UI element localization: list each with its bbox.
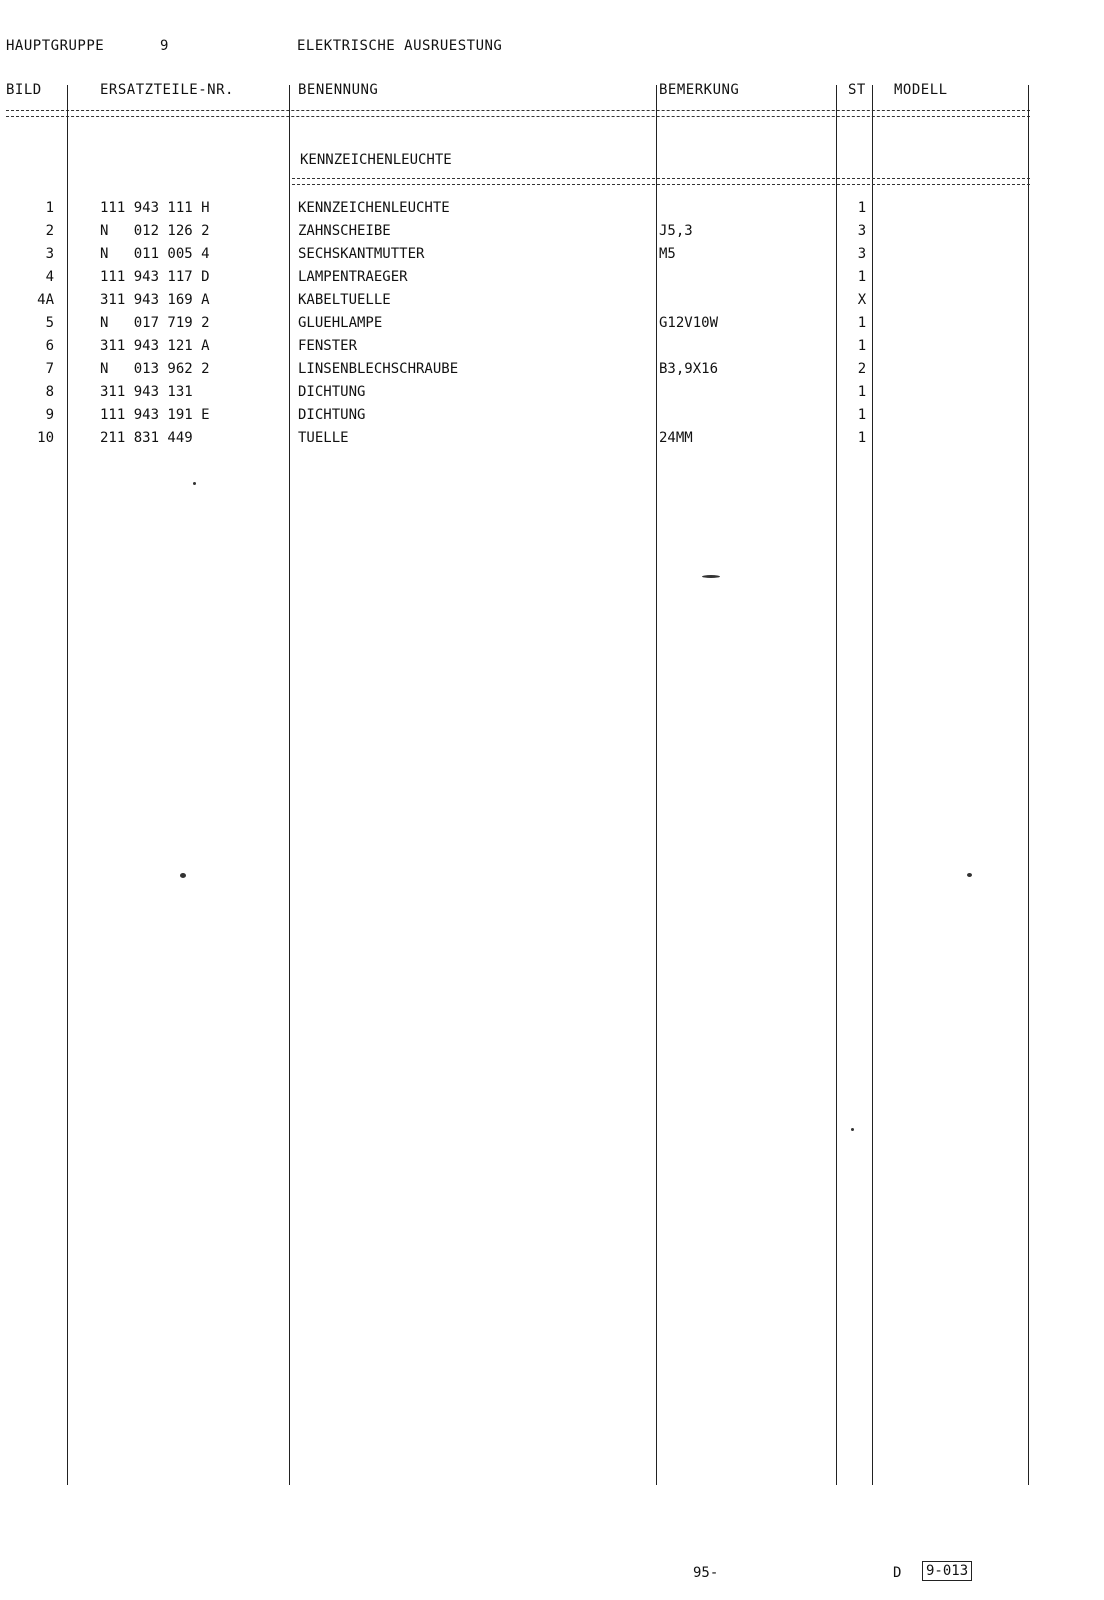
group-title: KENNZEICHENLEUCHTE [300, 152, 452, 168]
group-separator [292, 178, 1030, 185]
language-code: D [893, 1565, 902, 1581]
cell-bemerkung: M5 [659, 246, 676, 262]
cell-part-number: 311 943 169 A [100, 292, 210, 308]
cell-bemerkung: 24MM [659, 430, 693, 446]
cell-bild: 8 [45, 384, 54, 400]
cell-bild: 4 [45, 269, 54, 285]
cell-benennung: FENSTER [298, 338, 358, 354]
table-row [0, 246, 1040, 269]
cell-benennung: KABELTUELLE [298, 292, 391, 308]
scan-speck [702, 575, 720, 578]
table-row [0, 269, 1040, 292]
table-row [0, 223, 1040, 246]
cell-part-number: 111 943 111 H [100, 200, 210, 216]
hauptgruppe-number: 9 [160, 38, 169, 54]
table-row [0, 407, 1040, 430]
table-row [0, 338, 1040, 361]
cell-benennung: TUELLE [298, 430, 349, 446]
cell-quantity: 2 [857, 361, 867, 377]
col-header-st: ST [848, 82, 866, 98]
cell-bild: 7 [45, 361, 54, 377]
scan-speck [193, 482, 196, 485]
table-row [0, 361, 1040, 384]
cell-bild: 4A [37, 292, 54, 308]
cell-quantity: 1 [857, 338, 867, 354]
cell-bild: 2 [45, 223, 54, 239]
cell-quantity: 1 [857, 384, 867, 400]
cell-bild: 10 [37, 430, 54, 446]
cell-benennung: DICHTUNG [298, 407, 366, 423]
cell-benennung: LAMPENTRAEGER [298, 269, 408, 285]
cell-quantity: 3 [857, 223, 867, 239]
cell-quantity: 1 [857, 315, 867, 331]
hauptgruppe-label: HAUPTGRUPPE [6, 38, 105, 54]
cell-bild: 1 [45, 200, 54, 216]
cell-benennung: KENNZEICHENLEUCHTE [298, 200, 450, 216]
cell-benennung: LINSENBLECHSCHRAUBE [298, 361, 459, 377]
cell-benennung: ZAHNSCHEIBE [298, 223, 391, 239]
table-row [0, 384, 1040, 407]
cell-benennung: DICHTUNG [298, 384, 366, 400]
page-reference: 9-013 [922, 1561, 972, 1581]
scan-speck [180, 873, 186, 878]
cell-benennung: GLUEHLAMPE [298, 315, 383, 331]
cell-part-number: 111 943 117 D [100, 269, 210, 285]
col-header-modell: MODELL [894, 82, 948, 98]
table-row [0, 292, 1040, 315]
cell-quantity: X [857, 292, 867, 308]
cell-bild: 3 [45, 246, 54, 262]
cell-quantity: 1 [857, 407, 867, 423]
cell-part-number: 311 943 121 A [100, 338, 210, 354]
scan-speck [967, 873, 972, 877]
col-header-benennung: BENENNUNG [298, 82, 379, 98]
table-row [0, 200, 1040, 223]
cell-quantity: 1 [857, 200, 867, 216]
cell-bemerkung: B3,9X16 [659, 361, 719, 377]
cell-part-number: 311 943 131 [100, 384, 193, 400]
section-title: ELEKTRISCHE AUSRUESTUNG [297, 38, 503, 54]
table-row [0, 430, 1040, 453]
cell-bild: 9 [45, 407, 54, 423]
cell-part-number: N 013 962 2 [100, 361, 210, 377]
page-number: 95- [693, 1565, 719, 1581]
table-row [0, 315, 1040, 338]
cell-quantity: 3 [857, 246, 867, 262]
scan-speck [851, 1128, 854, 1131]
col-header-bild: BILD [6, 82, 42, 98]
cell-part-number: 111 943 191 E [100, 407, 210, 423]
col-header-bemerkung: BEMERKUNG [659, 82, 740, 98]
cell-quantity: 1 [857, 269, 867, 285]
cell-bild: 5 [45, 315, 54, 331]
cell-part-number: 211 831 449 [100, 430, 193, 446]
cell-bemerkung: J5,3 [659, 223, 693, 239]
cell-part-number: N 017 719 2 [100, 315, 210, 331]
cell-part-number: N 011 005 4 [100, 246, 210, 262]
header-separator [6, 110, 1030, 117]
cell-benennung: SECHSKANTMUTTER [298, 246, 425, 262]
cell-bild: 6 [45, 338, 54, 354]
col-header-nr: ERSATZTEILE-NR. [100, 82, 234, 98]
cell-quantity: 1 [857, 430, 867, 446]
cell-part-number: N 012 126 2 [100, 223, 210, 239]
cell-bemerkung: G12V10W [659, 315, 719, 331]
